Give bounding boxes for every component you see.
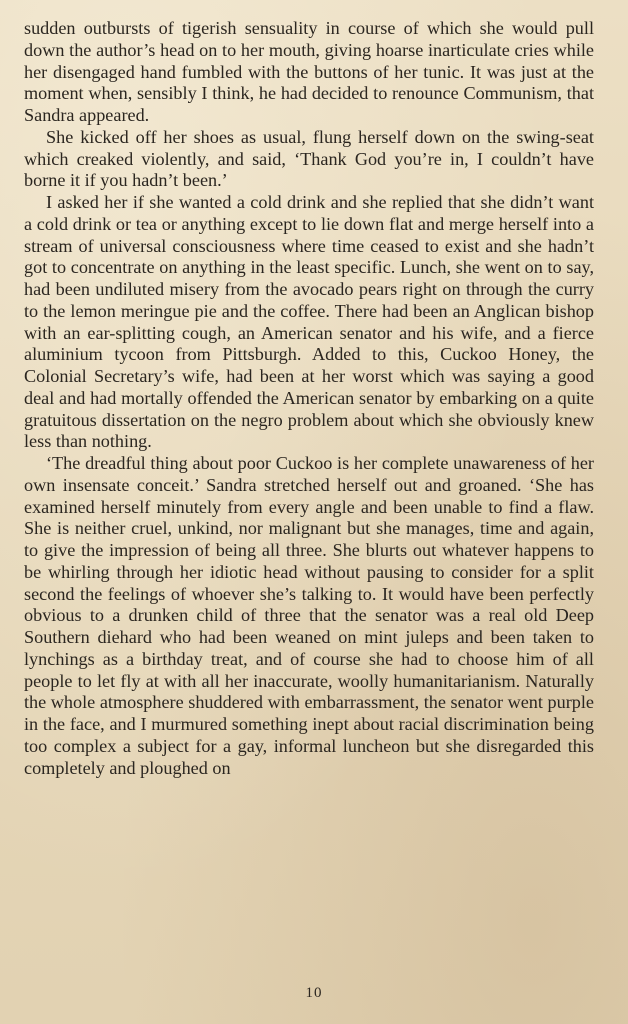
page-number: 10 (305, 985, 323, 1001)
paragraph-shoes: She kicked off her shoes as usual, flung herself down on the swing-seat which creaked violently, and said, ‘Thank God you’re in, I couldn’t have borne it if you hadn’t been.’ (24, 126, 594, 191)
paragraph-continuation: sudden outbursts of tigerish sensuality in course of which she would pull down the author’s head on to her mouth, giving hoarse inarticulate cries while her disengaged hand fumbled with the buttons of her tunic. It was just at the moment when, sensibly I think, he had decided to renounce Communism, that Sandra appeared. (24, 18, 594, 125)
body-text (24, 18, 594, 779)
paragraph-lunch: I asked her if she wanted a cold drink and she replied that she didn’t want a cold drink or tea or anything except to lie down flat and merge herself into a stream of universal consciousness where time ceased to exist and she hadn’t got to concentrate on anything in the least specific. Lunch, she went on to say, had been undiluted misery from the avocado pears right on through the curry to the lemon meringue pie and the coffee. There had been an Anglican bishop with an ear-splitting cough, an American senator and his wife, and a fierce aluminium tycoon from Pittsburgh. Added to this, Cuckoo Honey, the Colonial Secretary’s wife, had been at her worst which was saying a good deal and had mortally offended the American senator by embarking on a quite gratuitous dissertation on the negro problem about which she obviously knew less than nothing. (24, 192, 594, 452)
paragraph-cuckoo: ‘The dreadful thing about poor Cuckoo is her complete unawareness of her own insensate conceit.’ Sandra stretched herself out and groaned. ‘She has examined herself minutely from every angle and been unable to find a flaw. She is neither cruel, unkind, nor malignant but she manages, time and again, to give the impression of being all three. She blurts out whatever happens to be whirling through her idiotic head without pausing to consider for a split second the feelings of whoever she’s talking to. It would have been perfectly obvious to a drunken child of three that the senator was a real old Deep Southern diehard who had been weaned on mint juleps and been taken to lynchings as a birthday treat, and of course she had to choose him of all people to let fly at with all her inaccurate, woolly humanitarianism. Naturally the whole atmosphere shuddered with embarrassment, the senator went purple in the face, and I murmured something inept about racial discrimination being too complex a subject for a gay, informal luncheon but she disregarded this completely and ploughed on (24, 453, 594, 778)
